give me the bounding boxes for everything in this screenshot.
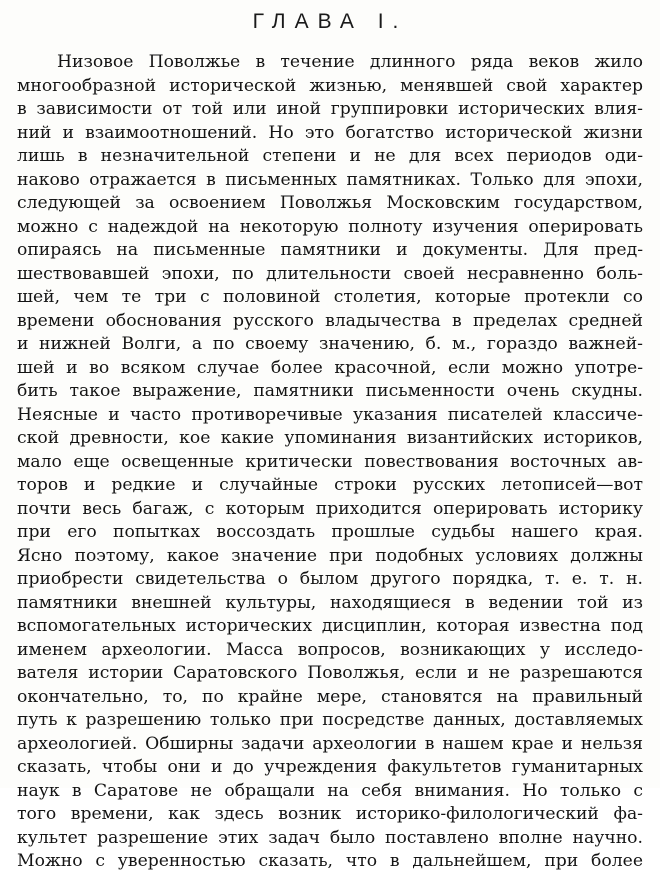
text-line: Низовое Поволжье в течение длинного ряда веков жило xyxy=(57,52,643,72)
text-line: можно с надеждой на некоторую полноту изучения оперировать xyxy=(17,216,643,237)
text-line: ний и взаимоотношений. Но это богатство исторической жизни xyxy=(17,122,643,143)
chapter-title: ГЛАВА I. xyxy=(252,10,408,33)
text-line: почти весь багаж, с которым приходится оперировать историку xyxy=(17,498,643,519)
text-line: окончательно, то, по крайне мере, становятся на правильный xyxy=(17,686,643,707)
text-line: шествовавшей эпохи, по длительности своей несравненно боль- xyxy=(17,263,643,284)
text-line: памятники внешней культуры, находящиеся в ведении той из xyxy=(17,592,643,613)
text-line: путь к разрешению только при посредстве данных, доставляемых xyxy=(17,710,643,730)
chapter-paragraph xyxy=(17,51,643,874)
text-line: ской древности, кое какие упоминания византийских историков, xyxy=(17,428,643,448)
text-line: при его попытках воссоздать прошлые судьбы нашего края. xyxy=(17,522,643,542)
text-line: в зависимости от той или иной группировки исторических влия- xyxy=(17,99,643,119)
text-line: того времени, как здесь возник историко-филологический фа- xyxy=(17,804,643,824)
text-line: торов и редкие и случайные строки русских летописей—вот xyxy=(17,475,643,495)
text-line: мало еще освещенные критически повествования восточных ав- xyxy=(17,451,643,472)
text-line: культет разрешение этих задач было поставлено вполне научно. xyxy=(17,827,643,848)
text-line: следующей за освоением Поволжья Московским государством, xyxy=(17,193,643,213)
text-line: многообразной исторической жизнью, менявшей свой характер xyxy=(17,75,643,96)
text-line: археологией. Обширны задачи археологии в нашем крае и нельзя xyxy=(17,733,643,754)
text-line: Неясные и часто противоречивые указания писателей классиче- xyxy=(17,404,643,425)
text-line: лишь в незначительной степени и не для всех периодов оди- xyxy=(17,146,643,166)
text-line: бить такое выражение, памятники письменности очень скудны. xyxy=(17,381,643,401)
text-line: сказать, чтобы они и до учреждения факультетов гуманитарных xyxy=(17,757,643,777)
text-line: именем археологии. Масса вопросов, возникающих у исследо- xyxy=(17,639,643,660)
text-line: приобрести свидетельства о былом другого порядка, т. е. т. н. xyxy=(17,569,643,589)
text-line: Можно с уверенностью сказать, что в дальнейшем, при более xyxy=(17,851,643,871)
text-line: опираясь на письменные памятники и документы. Для пред- xyxy=(17,240,643,260)
text-line: Ясно поэтому, какое значение при подобных условиях должны xyxy=(17,545,643,566)
text-line: вателя истории Саратовского Поволжья, если и не разрешаются xyxy=(17,663,643,683)
text-line: наук в Саратове не обращали на себя внимания. Но только с xyxy=(17,780,643,801)
text-line: шей и во всяком случае более красочной, если можно употре- xyxy=(17,357,643,378)
text-line: наково отражается в письменных памятниках. Только для эпохи, xyxy=(17,169,643,190)
text-line: времени обоснования русского владычества в пределах средней xyxy=(17,310,643,331)
text-line: вспомогательных исторических дисциплин, которая известна под xyxy=(17,616,643,636)
text-line: и нижней Волги, а по своему значению, б. м., гораздо важней- xyxy=(17,334,643,354)
text-line: шей, чем те три с половиной столетия, которые протекли со xyxy=(17,287,643,307)
